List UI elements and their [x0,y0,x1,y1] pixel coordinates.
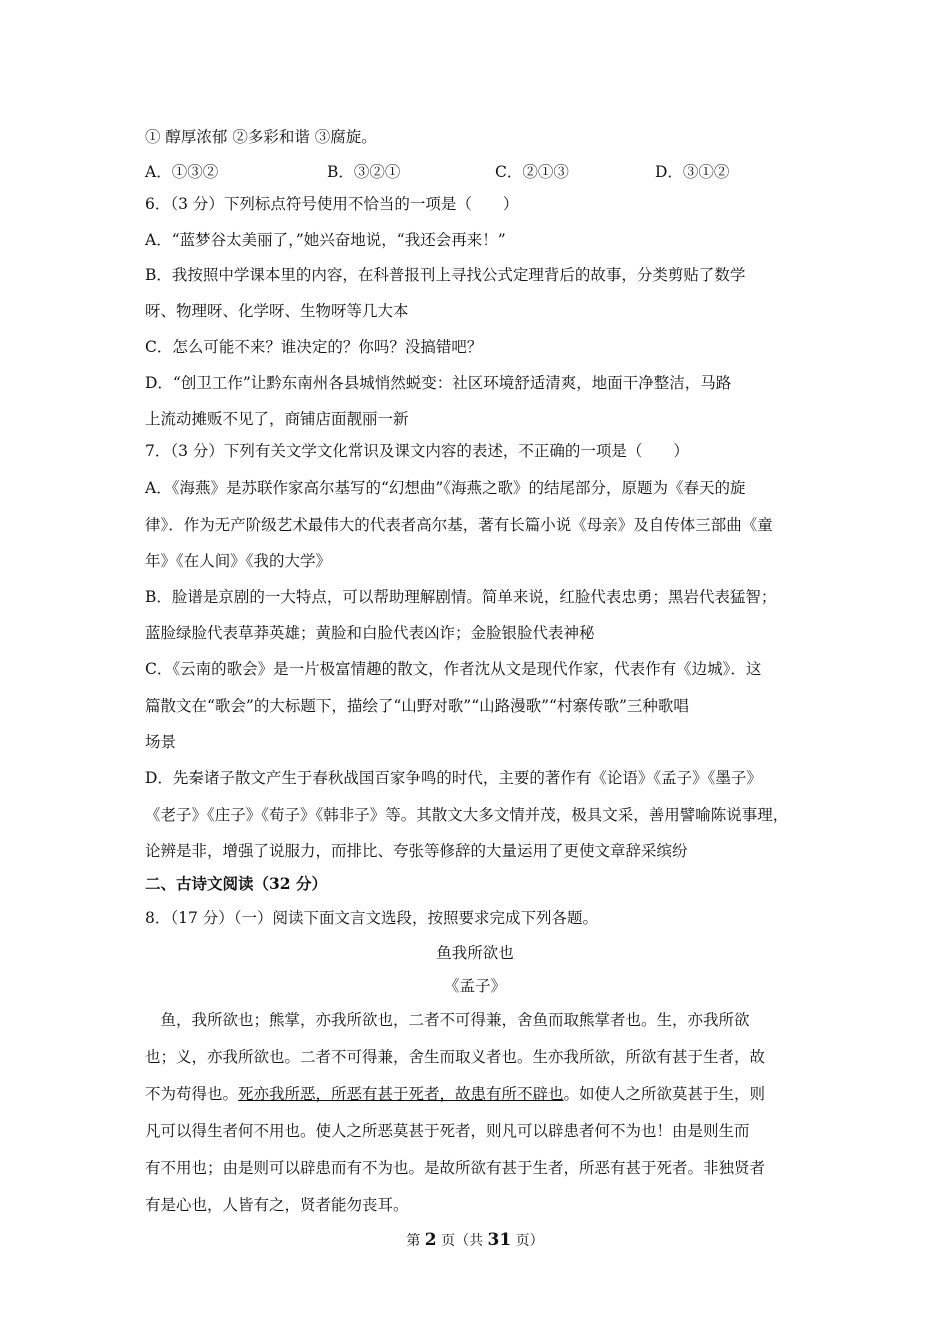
q7-option-c-line1: C．《云南的歌会》是一片极富情趣的散文，作者沈从文是现代作家，代表作有《边城》．这 [145,660,762,678]
q6-option-d-line2: 上流动摊贩不见了，商铺店面靓丽一新 [145,410,409,428]
q6-option-c: C．怎么可能不来？谁决定的？你吗？没搞错吧？ [145,338,483,356]
footer-suffix: 页） [511,1233,544,1249]
q5-option-c: C．②①③ [495,163,569,181]
q5-option-d: D．③①② [655,163,730,181]
q7-option-a-line3: 年》《在人间》《我的大学》 [145,552,332,570]
passage-line-3-post: 。如使人之所欲莫甚于生，则 [563,1085,766,1103]
passage-line-3 [145,1084,765,1104]
page-footer [0,1230,950,1250]
section-heading: 二、古诗文阅读（32 分） [145,874,327,893]
q7-option-d-line1: D．先秦诸子散文产生于春秋战国百家争鸣的时代，主要的著作有《论语》《孟子》《墨子》 [145,769,762,787]
q7-stem: 7．（3 分）下列有关文学文化常识及课文内容的表述，不正确的一项是（ ） [145,442,689,460]
q7-option-c-line3: 场景 [145,733,177,751]
q5-option-a: A．①③② [145,163,219,181]
q7-option-b-line1: B．脸谱是京剧的一大特点，可以帮助理解剧情。简单来说，红脸代表忠勇；黑岩代表猛智； [145,588,777,606]
footer-prefix: 第 [406,1233,425,1249]
q7-option-c-line2: 篇散文在“歌会”的大标题下，描绘了“山野对歌”“山路漫歌”“村寨传歌”三种歌唱 [145,697,689,715]
q8-stem: 8．（17 分）（一）阅读下面文言文选段，按照要求完成下列各题。 [145,909,599,927]
q6-option-d-line1: D．“创卫工作”让黔东南州各县城悄然蜕变：社区环境舒适清爽，地面干净整洁，马路 [145,374,732,392]
underlined-sentence: 死亦我所恶，所恶有甚于死者，故患有所不辟也 [238,1085,564,1103]
q7-option-b-line2: 蓝脸绿脸代表草莽英雄；黄脸和白脸代表凶诈；金脸银脸代表神秘 [145,624,595,642]
footer-page-number: 2 [424,1230,437,1250]
q7-option-d-line3: 论辨是非，增强了说服力，而排比、夸张等修辞的大量运用了更使文章辞采缤纷 [145,842,688,860]
q5-options-tail: ① 醇厚浓郁 ②多彩和谐 ③腐旋。 [145,128,377,146]
q6-option-b-line2: 呀、物理呀、化学呀、生物呀等几大本 [145,302,409,320]
passage-line-3-pre: 不为苟得也。 [145,1085,239,1103]
q7-option-a-line2: 律》．作为无产阶级艺术最伟大的代表者高尔基，著有长篇小说《母亲》及自传体三部曲《童 [145,516,773,534]
passage-title: 鱼我所欲也 [436,944,514,962]
passage-line-5: 有不用也；由是则可以辟患而有不为也。是故所欲有甚于生者，所恶有甚于死者。非独贤者 [145,1159,766,1177]
passage-line-2: 也；义，亦我所欲也。二者不可得兼，舍生而取义者也。生亦我所欲，所欲有甚于生者，故 [145,1048,766,1066]
q6-option-b-line1: B．我按照中学课本里的内容，在科普报刊上寻找公式定理背后的故事，分类剪贴了数学 [145,266,746,284]
footer-total-pages: 31 [487,1230,512,1250]
q7-option-d-line2: 《老子》《庄子》《荀子》《韩非子》等。其散文大多文情并茂，极具文采，善用譬喻陈说事理， [145,806,789,824]
q6-option-a: A．“蓝梦谷太美丽了，”她兴奋地说，“我还会再来！” [145,231,506,249]
passage-line-4: 凡可以得生者何不用也。使人之所恶莫甚于死者，则凡可以辟患者何不为也！由是则生而 [145,1122,750,1140]
passage-line-1: 鱼，我所欲也；熊掌，亦我所欲也，二者不可得兼，舍鱼而取熊掌者也。生，亦我所欲 [145,1011,750,1029]
footer-mid: 页（共 [436,1233,488,1249]
q7-option-a-line1: A．《海燕》是苏联作家高尔基写的“幻想曲”《海燕之歌》的结尾部分，原题为《春天的旋 [145,479,746,497]
passage-line-6: 有是心也，人皆有之，贤者能勿丧耳。 [145,1196,409,1214]
q5-option-b: B．③②① [327,163,401,181]
passage-author: 《孟子》 [443,977,506,995]
q6-stem: 6．（3 分）下列标点符号使用不恰当的一项是（ ） [145,195,519,213]
